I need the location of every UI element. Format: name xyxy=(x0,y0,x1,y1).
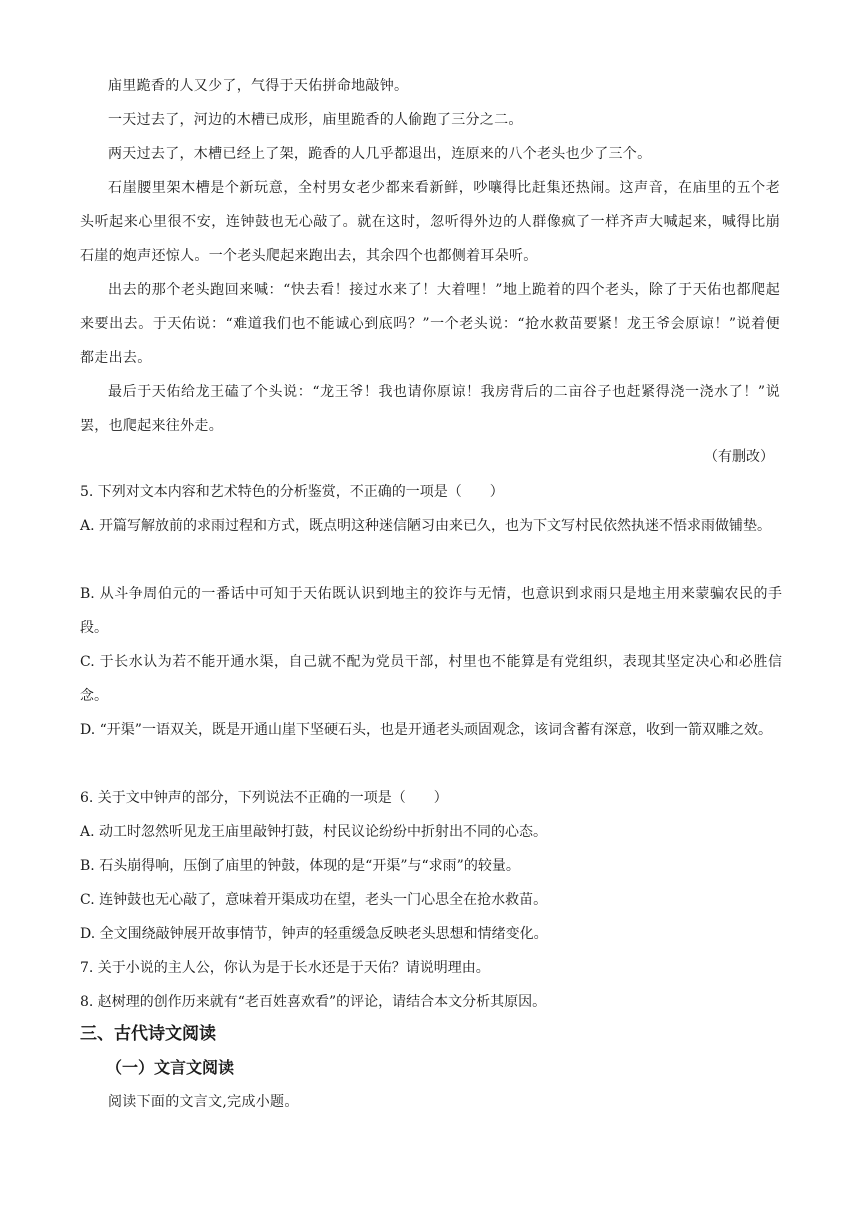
section-heading: 三、古代诗文阅读 xyxy=(80,1024,216,1044)
passage-paragraph: 最后于天佑给龙王磕了个头说：“龙王爷！我也请你原谅！我房背后的二亩谷子也赶紧得浇一浇水了！”说罢，也爬起来往外走。 xyxy=(80,384,780,434)
reading-instruction: 阅读下面的文言文,完成小题。 xyxy=(108,1094,299,1110)
question-6-option-b: B. 石头崩得响，压倒了庙里的钟鼓，体现的是“开渠”与“求雨”的较量。 xyxy=(80,858,520,874)
passage-paragraph: 出去的那个老头跑回来喊：“快去看！接过水来了！大着哩！”地上跪着的四个老头，除了于天佑也都爬起来要出去。于天佑说：“难道我们也不能诚心到底吗？”一个老头说：“抢水救苗要紧！龙王爷会原谅！”说着便都走出去。 xyxy=(80,282,780,366)
question-6: 6. 关于文中钟声的部分，下列说法不正确的一项是（ ） xyxy=(80,790,448,806)
question-5-option-b: B. 从斗争周伯元的一番话中可知于天佑既认识到地主的狡诈与无情，也意识到求雨只是地主用来蒙骗农民的手段。 xyxy=(80,586,782,636)
question-5: 5. 下列对文本内容和艺术特色的分析鉴赏，不正确的一项是（ ） xyxy=(80,484,504,500)
passage-paragraph: 两天过去了，木槽已经上了架，跪香的人几乎都退出，连原来的八个老头也少了三个。 xyxy=(108,146,652,162)
question-5-option-c: C. 于长水认为若不能开通水渠，自己就不配为党员干部，村里也不能算是有党组织，表现其坚定决心和必胜信念。 xyxy=(80,654,782,704)
question-8: 8. 赵树理的创作历来就有“老百姓喜欢看”的评论，请结合本文分析其原因。 xyxy=(80,994,547,1010)
source-note: （有删改） xyxy=(704,449,774,465)
passage-paragraph: 石崖腰里架木槽是个新玩意，全村男女老少都来看新鲜，吵嚷得比赶集还热闹。这声音，在庙里的五个老头听起来心里很不安，连钟鼓也无心敲了。就在这时，忽听得外边的人群像疯了一样齐声大喊起来，喊得比崩石崖的炮声还惊人。一个老头爬起来跑出去，其余四个也都侧着耳朵听。 xyxy=(80,180,780,264)
question-5-option-d: D. “开渠”一语双关，既是开通山崖下坚硬石头，也是开通老头顽固观念，该词含蓄有深意，收到一箭双雕之效。 xyxy=(80,722,772,738)
passage-paragraph: 一天过去了，河边的木槽已成形，庙里跪香的人偷跑了三分之二。 xyxy=(108,112,523,128)
question-6-option-c: C. 连钟鼓也无心敲了，意味着开渠成功在望，老头一门心思全在抢水救苗。 xyxy=(80,892,548,908)
question-7: 7. 关于小说的主人公，你认为是于长水还是于天佑？请说明理由。 xyxy=(80,960,490,976)
subsection-heading: （一）文言文阅读 xyxy=(106,1058,235,1077)
passage-paragraph: 庙里跪香的人又少了，气得于天佑拼命地敲钟。 xyxy=(108,78,409,94)
question-6-option-d: D. 全文围绕敲钟展开故事情节，钟声的轻重缓急反映老头思想和情绪变化。 xyxy=(80,926,548,942)
question-5-option-a: A. 开篇写解放前的求雨过程和方式，既点明这种迷信陋习由来已久，也为下文写村民依然执迷不悟求雨做铺垫。 xyxy=(80,518,772,534)
question-6-option-a: A. 动工时忽然听见龙王庙里敲钟打鼓，村民议论纷纷中折射出不同的心态。 xyxy=(80,824,548,840)
